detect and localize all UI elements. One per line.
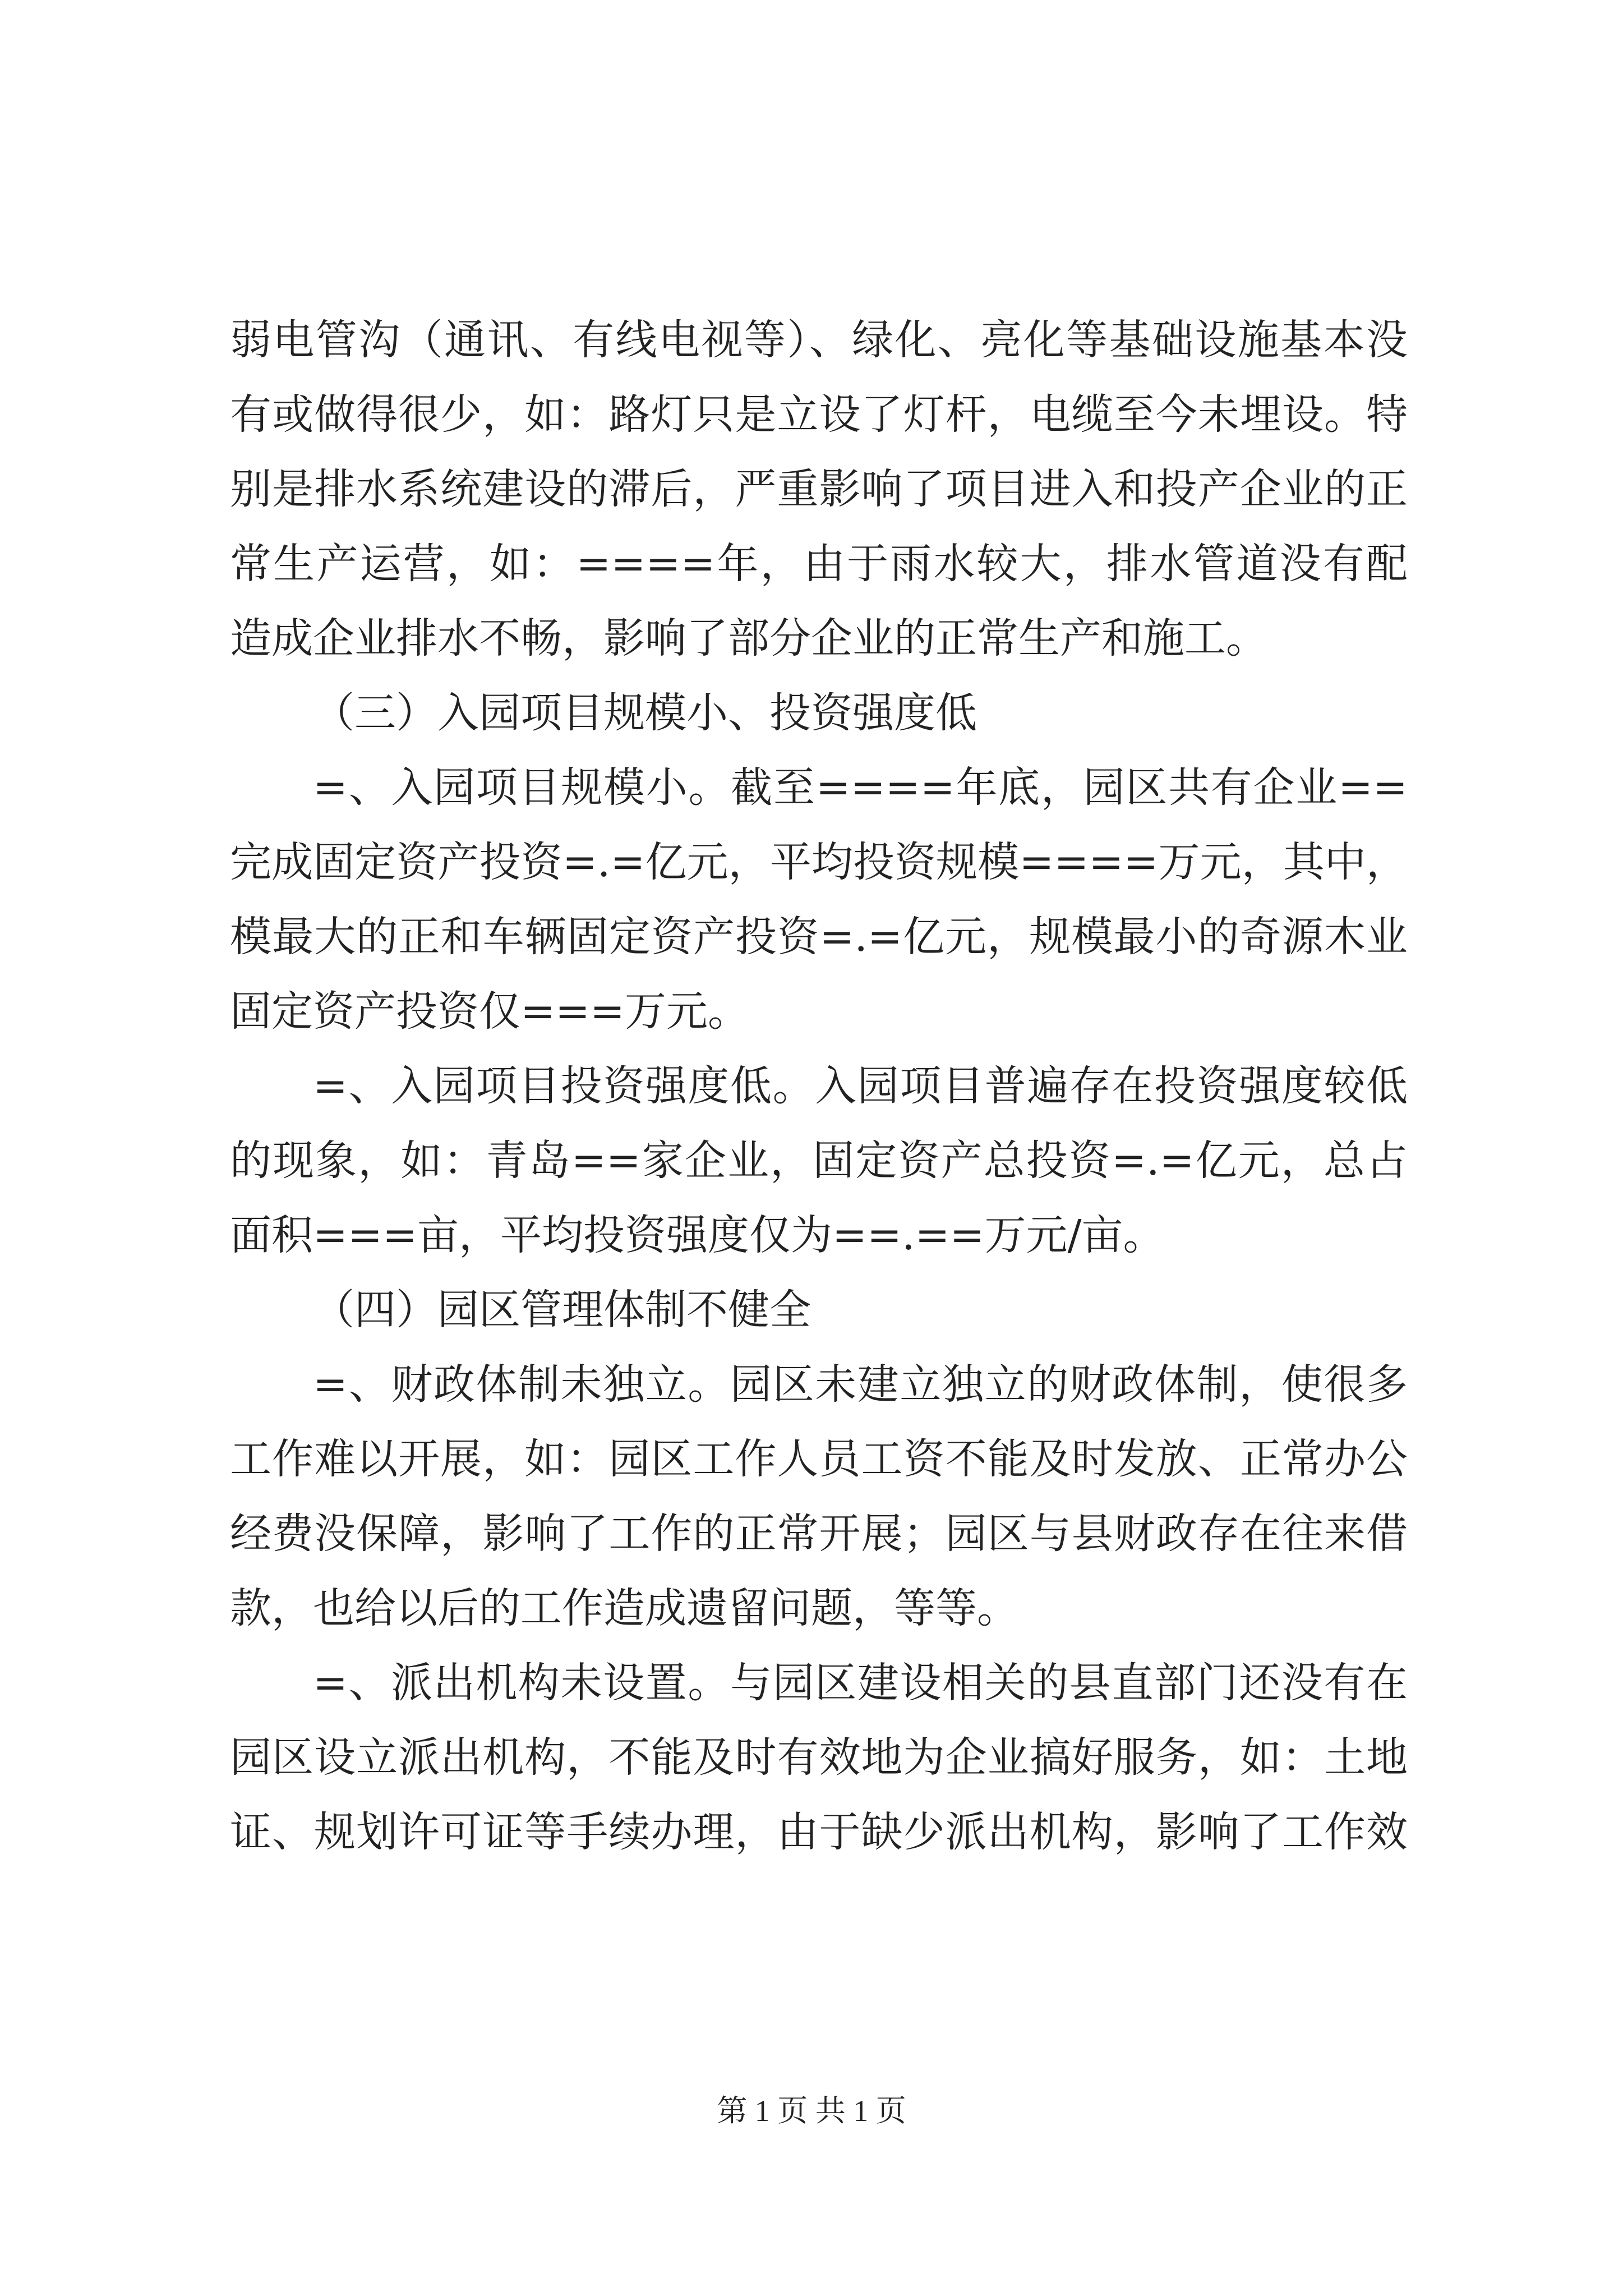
- section-heading: （四）园区管理体制不健全: [313, 1286, 811, 1334]
- document-body: [230, 303, 1408, 1870]
- text-line: 固定资产投资仅===万元。: [230, 987, 750, 1036]
- text-line: =、派出机构未设置。与园区建设相关的县直部门还没有在: [313, 1659, 1408, 1707]
- text-line: 工作难以开展，如：园区工作人员工资不能及时发放、正常办公: [230, 1435, 1408, 1483]
- text-line: 常生产运营，如：====年，由于雨水较大，排水管道没有配: [230, 540, 1408, 588]
- text-line: =、入园项目投资强度低。入园项目普遍存在投资强度较低: [313, 1062, 1408, 1110]
- text-line: =、财政体制未独立。园区未建立独立的财政体制，使很多: [313, 1360, 1408, 1409]
- text-line: 弱电管沟（通讯、有线电视等）、绿化、亮化等基础设施基本没: [230, 316, 1408, 364]
- text-line: 面积===亩，平均投资强度仅为==.==万元/亩。: [230, 1211, 1165, 1259]
- text-line: 园区设立派出机构，不能及时有效地为企业搞好服务，如：土地: [230, 1733, 1408, 1782]
- text-line: 经费没保障，影响了工作的正常开展；园区与县财政存在往来借: [230, 1510, 1408, 1558]
- text-line: 造成企业排水不畅，影响了部分企业的正常生产和施工。: [230, 614, 1267, 662]
- page-number-label: 第 1 页 共 1 页: [717, 2094, 906, 2128]
- text-line: 的现象，如：青岛==家企业，固定资产总投资=.=亿元，总占: [230, 1137, 1408, 1185]
- section-heading: （三）入园项目规模小、投资强度低: [313, 689, 977, 737]
- text-line: 完成固定资产投资=.=亿元，平均投资规模====万元，其中，: [230, 838, 1408, 886]
- text-line: 证、规划许可证等手续办理，由于缺少派出机构，影响了工作效: [230, 1808, 1408, 1856]
- page-footer: [0, 2087, 1623, 2130]
- text-line: 款，也给以后的工作造成遗留问题，等等。: [230, 1584, 1018, 1632]
- text-line: 别是排水系统建设的滞后，严重影响了项目进入和投产企业的正: [230, 465, 1408, 513]
- text-line: 模最大的正和车辆固定资产投资=.=亿元，规模最小的奇源木业: [230, 913, 1408, 961]
- text-line: 有或做得很少，如：路灯只是立设了灯杆，电缆至今未埋设。特: [230, 390, 1408, 439]
- text-line: =、入园项目规模小。截至====年底，园区共有企业==: [313, 763, 1408, 812]
